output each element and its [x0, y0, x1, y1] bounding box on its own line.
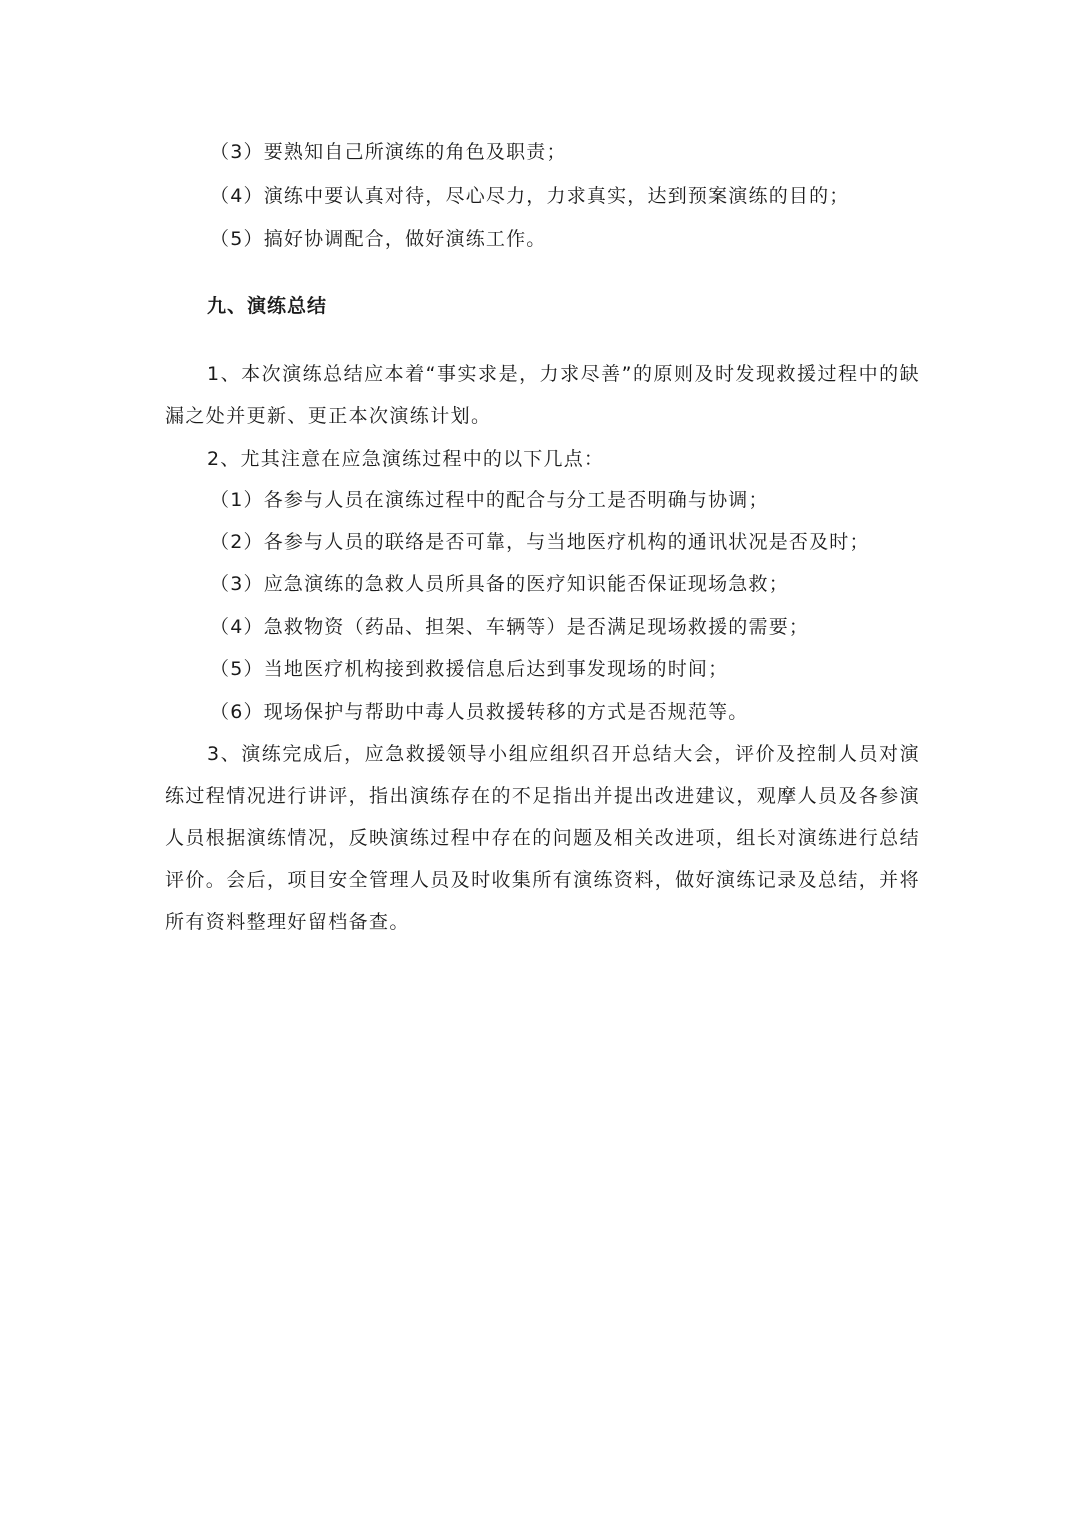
- list-item: （3）应急演练的急救人员所具备的医疗知识能否保证现场急救；: [210, 573, 789, 595]
- list-item: （1）各参与人员在演练过程中的配合与分工是否明确与协调；: [210, 489, 769, 511]
- paragraph: 1、本次演练总结应本着“事实求是，力求尽善”的原则及时发现救援过程中的缺漏之处并更新、更正本次演练计划。: [165, 363, 920, 427]
- list-item: （4）演练中要认真对待，尽心尽力，力求真实，达到预案演练的目的；: [210, 185, 850, 207]
- list-item: （4）急救物资（药品、担架、车辆等）是否满足现场救援的需要；: [210, 616, 810, 638]
- list-item: （5）搞好协调配合，做好演练工作。: [210, 228, 547, 250]
- list-item: （2）各参与人员的联络是否可靠，与当地医疗机构的通讯状况是否及时；: [210, 531, 870, 553]
- paragraph: 2、尤其注意在应急演练过程中的以下几点：: [207, 448, 605, 470]
- list-item: （6）现场保护与帮助中毒人员救援转移的方式是否规范等。: [210, 701, 749, 723]
- paragraph: 3、演练完成后，应急救援领导小组应组织召开总结大会，评价及控制人员对演练过程情况进行讲评，指出演练存在的不足指出并提出改进建议，观摩人员及各参演人员根据演练情况，反映演练过程中存在的问题及相关改进项，组长对演练进行总结评价。会后，项目安全管理人员及时收集所有演练资料，做好演练记录及总结，并将所有资料整理好留档备查。: [165, 743, 920, 933]
- section-heading: 九、演练总结: [207, 295, 328, 317]
- list-item: （5）当地医疗机构接到救援信息后达到事发现场的时间；: [210, 658, 729, 680]
- list-item: （3）要熟知自己所演练的角色及职责；: [210, 141, 567, 163]
